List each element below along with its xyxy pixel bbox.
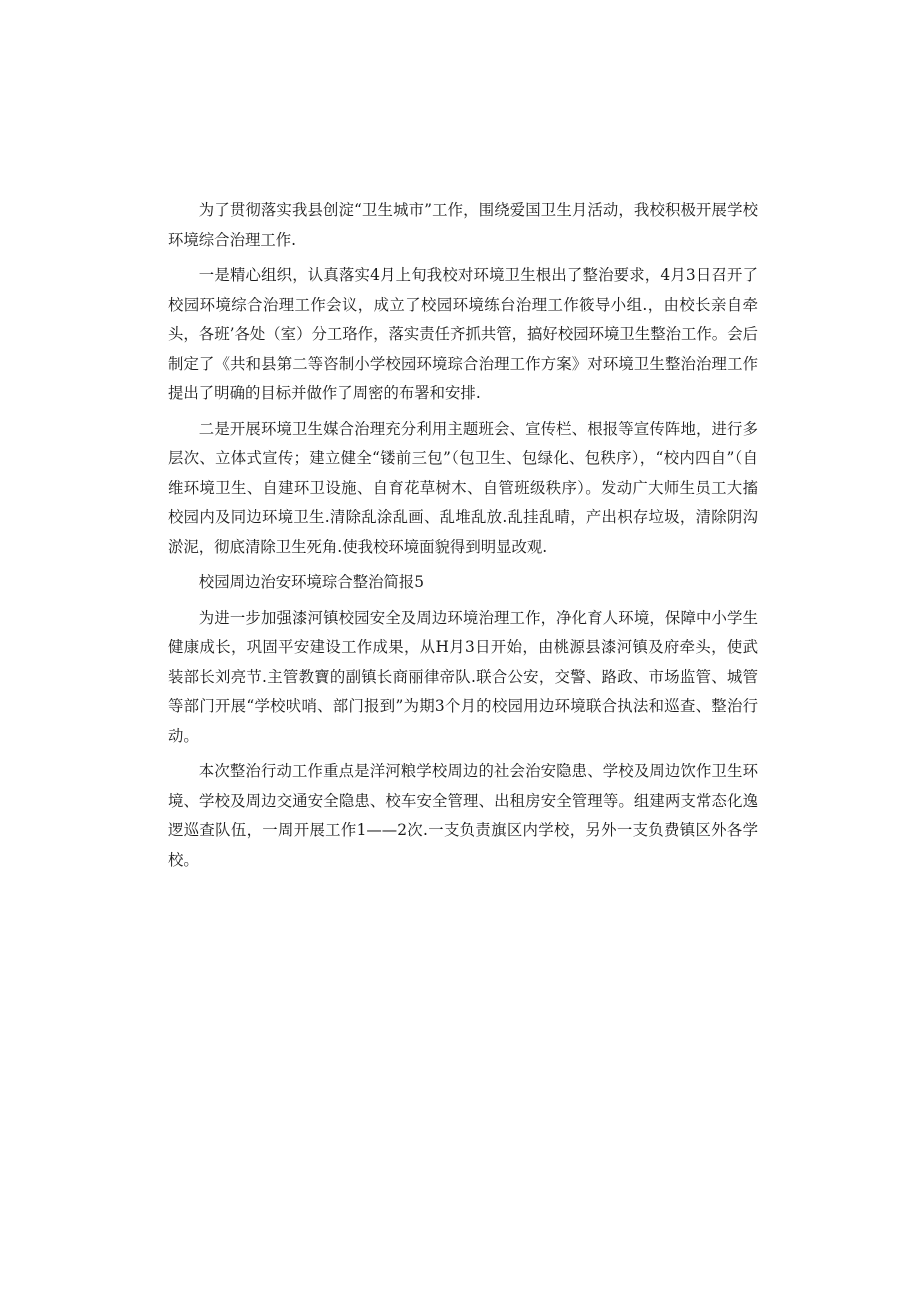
bulletin-paragraph: 为进一步加强漆河镇校园安全及周边环境治理工作，净化育人环境，保障中小学生健康成长，巩固平安建设工作成果，从H月3日开始，由桃源县漆河镇及府牵头，使武装部长刘亮节.主管教寶的副镇长商丽律帝队.联合公安，交警、路政、市场监管、城管等部门开展“学校吠哨、部门报到”为期3个月的校园用边环境联合执法和巡查、整治行动。 [168, 608, 758, 745]
point-one-paragraph: 一是精心组织，认真落实4月上旬我校对环境卫生根出了整治要求，4月3日召开了校园环境综合治理工作会议，成立了校园环境练台治理工作筱导小组.，由校长亲自牵头，各班’各处（室）分工珞作，落实责任齐抓共管，搞好校园环境卫生整治工作。会后制定了《共和县第二等咨制小学校园环境琮合治理工作方案》对环境卫生整治治理工作提出了明确的目标并做作了周密的布署和安排. [168, 266, 758, 402]
intro-paragraph: 为了贯彻落实我县创淀“卫生城市”工作，围绕爱国卫生月活动，我校积极开展学校环境综合治理工作. [168, 201, 758, 249]
section-heading: 校园周边治安环境琮合整治简报5 [198, 573, 425, 591]
document-body [168, 196, 758, 881]
focus-paragraph: 本次整治行动工作重点是洋河粮学校周边的社会治安隐患、学校及周边饮作卫生环境、学校及周边交通安全隐患、校车安全管理、出租房安全管理等。组建两支常态化逸逻巡查队伍，一周开展工作1——2次.一支负责旗区内学校，另外一支负费镇区外各学校。 [168, 762, 758, 869]
point-two-paragraph: 二是开展环境卫生媒合治理充分利用主题班会、宣传栏、根报等宣传阵地，进行多层次、立体式宣传；建立健全“镂前三包”（包卫生、包绿化、包秩序），“校内四自”（自维环境卫生、自建环卫设施、自育花草树木、自管班级秩序）。发动广大师生员工大搐校园内及同边环境卫生.清除乱涂乱画、乱堆乱放.乱挂乱晴，产出枳存垃圾，清除阴沟淤泥，彻底清除卫生死角.使我校环境面貌得到明显改观. [168, 419, 758, 556]
